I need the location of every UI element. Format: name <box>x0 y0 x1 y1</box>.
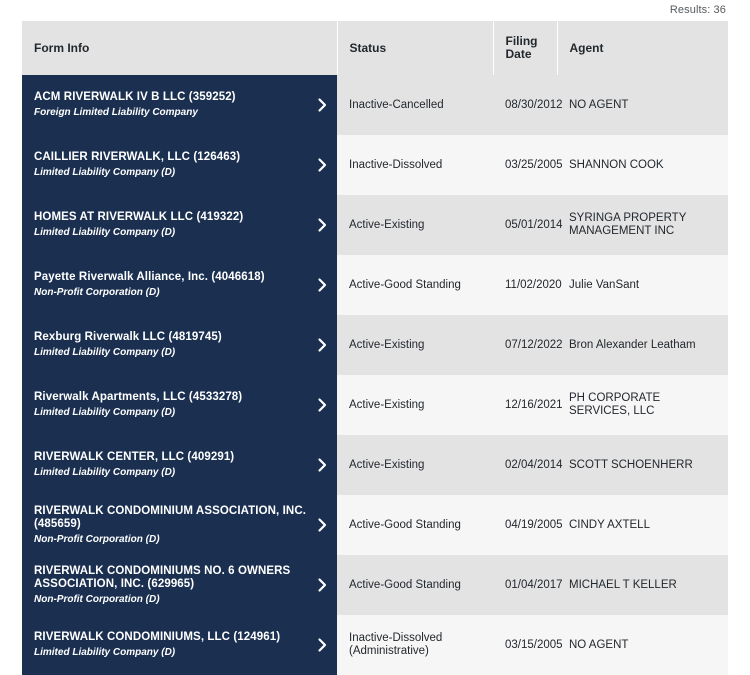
table-row[interactable] <box>22 555 728 615</box>
entity-type: Non-Profit Corporation (D) <box>34 533 160 545</box>
agent-cell: PH CORPORATE SERVICES, LLC <box>557 375 728 435</box>
chevron-right-icon[interactable] <box>315 278 329 292</box>
entity-name: RIVERWALK CONDOMINIUM ASSOCIATION, INC. (485659) <box>34 504 307 530</box>
form-info-cell[interactable] <box>22 75 337 135</box>
filing-date-cell: 05/01/2014 <box>493 195 557 255</box>
form-info-cell[interactable] <box>22 135 337 195</box>
form-info-cell[interactable] <box>22 195 337 255</box>
chevron-right-icon[interactable] <box>315 338 329 352</box>
filing-date-cell: 03/25/2005 <box>493 135 557 195</box>
status-cell: Inactive-Dissolved (Administrative) <box>337 615 493 675</box>
table-row[interactable] <box>22 615 728 675</box>
filing-date-cell: 12/16/2021 <box>493 375 557 435</box>
filing-date-cell: 04/19/2005 <box>493 495 557 555</box>
agent-cell: MICHAEL T KELLER <box>557 555 728 615</box>
agent-cell: Bron Alexander Leatham <box>557 315 728 375</box>
chevron-right-icon[interactable] <box>315 578 329 592</box>
entity-name: ACM RIVERWALK IV B LLC (359252) <box>34 91 236 103</box>
filing-date-line-1: Filing <box>505 34 538 48</box>
agent-cell: SYRINGA PROPERTY MANAGEMENT INC <box>557 195 728 255</box>
table-row[interactable] <box>22 75 728 135</box>
chevron-right-icon[interactable] <box>315 518 329 532</box>
chevron-right-icon[interactable] <box>315 458 329 472</box>
entity-name: RIVERWALK CONDOMINIUMS NO. 6 OWNERS ASSOCIATION, INC. (629965) <box>34 564 291 590</box>
entity-type: Limited Liability Company (D) <box>34 227 176 238</box>
column-header-agent[interactable]: Agent <box>557 21 728 75</box>
form-info-cell[interactable] <box>22 255 337 315</box>
table-row[interactable] <box>22 315 728 375</box>
entity-name: Payette Riverwalk Alliance, Inc. (4046618) <box>34 271 265 283</box>
chevron-right-icon[interactable] <box>315 638 329 652</box>
status-cell: Inactive-Dissolved <box>337 135 493 195</box>
filing-date-cell: 07/12/2022 <box>493 315 557 375</box>
filing-date-cell: 03/15/2005 <box>493 615 557 675</box>
table-header-row <box>22 21 728 75</box>
results-count: Results: 36 <box>669 4 726 16</box>
form-info-cell[interactable] <box>22 555 337 615</box>
filing-date-line-2: Date <box>505 47 532 61</box>
form-info-cell[interactable] <box>22 615 337 675</box>
entity-type: Limited Liability Company (D) <box>34 347 176 358</box>
status-cell: Active-Good Standing <box>337 255 493 315</box>
entity-type: Limited Liability Company (D) <box>34 467 176 478</box>
form-info-cell[interactable] <box>22 435 337 495</box>
status-cell: Active-Existing <box>337 195 493 255</box>
agent-cell: Julie VanSant <box>557 255 728 315</box>
chevron-right-icon[interactable] <box>315 218 329 232</box>
table-row[interactable] <box>22 435 728 495</box>
form-info-cell[interactable] <box>22 495 337 555</box>
filing-date-cell: 02/04/2014 <box>493 435 557 495</box>
entity-type: Limited Liability Company (D) <box>34 167 176 178</box>
agent-cell: SHANNON COOK <box>557 135 728 195</box>
chevron-right-icon[interactable] <box>315 398 329 412</box>
table-row[interactable] <box>22 495 728 555</box>
entity-type: Limited Liability Company (D) <box>34 407 176 418</box>
chevron-right-icon[interactable] <box>315 158 329 172</box>
table-row[interactable] <box>22 195 728 255</box>
status-cell: Active-Good Standing <box>337 495 493 555</box>
table-row[interactable] <box>22 255 728 315</box>
table-header <box>22 21 728 75</box>
status-cell: Active-Good Standing <box>337 555 493 615</box>
column-header-status[interactable]: Status <box>337 21 493 75</box>
entity-name: RIVERWALK CONDOMINIUMS, LLC (124961) <box>34 631 281 643</box>
entity-name: Riverwalk Apartments, LLC (4533278) <box>34 391 243 403</box>
column-header-filing-date[interactable] <box>493 21 557 75</box>
entity-name: HOMES AT RIVERWALK LLC (419322) <box>34 211 244 223</box>
form-info-cell[interactable] <box>22 375 337 435</box>
entity-name: Rexburg Riverwalk LLC (4819745) <box>34 331 222 343</box>
column-header-form-info[interactable]: Form Info <box>22 21 337 75</box>
filing-date-cell: 11/02/2020 <box>493 255 557 315</box>
business-search-results-table <box>22 21 728 675</box>
entity-type: Non-Profit Corporation (D) <box>34 593 160 605</box>
agent-cell: NO AGENT <box>557 615 728 675</box>
chevron-right-icon[interactable] <box>315 98 329 112</box>
entity-type: Foreign Limited Liability Company <box>34 107 198 118</box>
agent-cell: CINDY AXTELL <box>557 495 728 555</box>
table-body <box>22 75 728 675</box>
filing-date-cell: 01/04/2017 <box>493 555 557 615</box>
status-cell: Active-Existing <box>337 435 493 495</box>
agent-cell: NO AGENT <box>557 75 728 135</box>
entity-name: RIVERWALK CENTER, LLC (409291) <box>34 451 235 463</box>
filing-date-cell: 08/30/2012 <box>493 75 557 135</box>
entity-type: Non-Profit Corporation (D) <box>34 287 160 298</box>
form-info-cell[interactable] <box>22 315 337 375</box>
table-row[interactable] <box>22 375 728 435</box>
status-cell: Active-Existing <box>337 315 493 375</box>
entity-name: CAILLIER RIVERWALK, LLC (126463) <box>34 151 241 163</box>
entity-type: Limited Liability Company (D) <box>34 647 176 658</box>
agent-cell: SCOTT SCHOENHERR <box>557 435 728 495</box>
table-row[interactable] <box>22 135 728 195</box>
status-cell: Inactive-Cancelled <box>337 75 493 135</box>
status-cell: Active-Existing <box>337 375 493 435</box>
